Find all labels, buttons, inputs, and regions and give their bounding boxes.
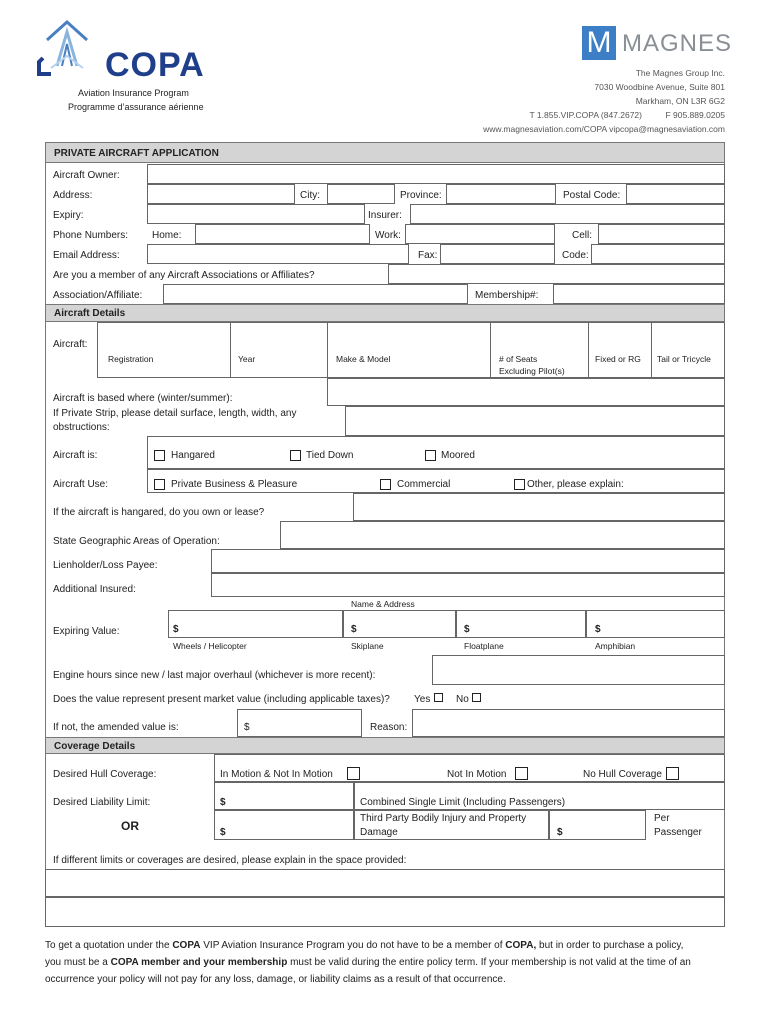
- expiring-floatplane-field[interactable]: [456, 610, 586, 638]
- home-phone-field[interactable]: [195, 224, 370, 244]
- footer-note: [45, 937, 725, 988]
- col-seats: # of Seats: [499, 354, 538, 364]
- expiry-label: Expiry:: [53, 210, 84, 221]
- member-answer-field[interactable]: [388, 264, 725, 284]
- per-passenger-dollar: $: [557, 827, 563, 838]
- reason-field[interactable]: [412, 709, 725, 737]
- dollar-sign: $: [173, 624, 179, 635]
- passenger-label: Passenger: [654, 827, 702, 838]
- no-hull-label: No Hull Coverage: [583, 769, 662, 780]
- liability-dollar: $: [220, 797, 226, 808]
- expiry-field[interactable]: [147, 204, 365, 224]
- home-label: Home:: [152, 230, 182, 241]
- association-label: Association/Affiliate:: [53, 290, 143, 301]
- amended-value-label: If not, the amended value is:: [53, 722, 179, 733]
- not-in-motion-checkbox[interactable]: [515, 767, 528, 780]
- dollar-sign: $: [351, 624, 357, 635]
- amphibian-caption: Amphibian: [595, 641, 636, 651]
- aircraft-label: Aircraft:: [53, 339, 88, 350]
- aircraft-col-divider: [651, 322, 652, 378]
- moored-label: Moored: [441, 450, 475, 461]
- postal-label: Postal Code:: [563, 190, 621, 201]
- col-seats-sub: Excluding Pilot(s): [499, 366, 565, 376]
- name-address-caption: Name & Address: [351, 599, 415, 609]
- code-label: Code:: [562, 250, 589, 261]
- engine-hours-label: Engine hours since new / last major overhaul (whichever is more recent):: [53, 670, 376, 681]
- private-checkbox[interactable]: [154, 479, 165, 490]
- copa-tagline-en: Aviation Insurance Program: [78, 88, 189, 98]
- coverage-details-heading: Coverage Details: [45, 737, 725, 754]
- amended-value-field[interactable]: [237, 709, 362, 737]
- magnes-wordmark: MAGNES: [622, 30, 733, 57]
- fax-label: Fax:: [418, 250, 438, 261]
- aircraft-is-row: [147, 436, 725, 469]
- member-question: Are you a member of any Aircraft Associations or Affiliates?: [53, 270, 315, 281]
- tied-down-checkbox[interactable]: [290, 450, 301, 461]
- footer-line-3: occurrence your policy will not pay for any loss, damage, or liability claims as a result of that occurrence.: [45, 974, 506, 985]
- expiring-value-label: Expiring Value:: [53, 626, 120, 637]
- col-registration: Registration: [108, 354, 154, 364]
- col-year: Year: [238, 354, 256, 364]
- own-lease-field[interactable]: [353, 493, 725, 521]
- lien-field[interactable]: [211, 549, 725, 573]
- postal-field[interactable]: [626, 184, 725, 204]
- col-fixed-rg: Fixed or RG: [595, 354, 641, 364]
- aircraft-is-label: Aircraft is:: [53, 450, 98, 461]
- association-field[interactable]: [163, 284, 468, 304]
- aircraft-col-divider: [327, 322, 328, 378]
- magnes-web: www.magnesaviation.com/COPA vipcopa@magnesaviation.com: [483, 124, 725, 134]
- email-field[interactable]: [147, 244, 409, 264]
- floatplane-caption: Floatplane: [464, 641, 504, 651]
- based-label: Aircraft is based where (winter/summer):: [53, 393, 233, 404]
- tpbi-label-1: Third Party Bodily Injury and Property: [360, 813, 527, 824]
- magnes-logo: [582, 26, 733, 62]
- copa-emblem-icon: [35, 18, 115, 88]
- based-field[interactable]: [327, 378, 725, 406]
- strip-label-1: If Private Strip, please detail surface, length, width, any: [53, 408, 297, 419]
- lien-label: Lienholder/Loss Payee:: [53, 560, 158, 571]
- skiplane-caption: Skiplane: [351, 641, 384, 651]
- other-use-checkbox[interactable]: [514, 479, 525, 490]
- copa-wordmark: COPA: [105, 46, 205, 84]
- no-checkbox[interactable]: [472, 693, 481, 702]
- magnes-fax: F 905.889.0205: [665, 110, 725, 120]
- owner-label: Aircraft Owner:: [53, 170, 120, 181]
- col-tail-tricycle: Tail or Tricycle: [657, 354, 711, 364]
- aircraft-col-divider: [230, 322, 231, 378]
- phones-label: Phone Numbers:: [53, 230, 129, 241]
- tied-down-label: Tied Down: [306, 450, 354, 461]
- csl-label: Combined Single Limit (Including Passengers): [360, 797, 566, 808]
- tpbi-label-2: Damage: [360, 827, 398, 838]
- liability-csl-amount[interactable]: [214, 782, 354, 810]
- work-phone-field[interactable]: [405, 224, 555, 244]
- strip-field[interactable]: [345, 406, 725, 436]
- city-label: City:: [300, 190, 320, 201]
- explain-line-1[interactable]: [45, 869, 725, 897]
- geo-field[interactable]: [280, 521, 725, 549]
- expiring-amphibian-field[interactable]: [586, 610, 725, 638]
- yes-checkbox[interactable]: [434, 693, 443, 702]
- province-field[interactable]: [446, 184, 556, 204]
- application-title: PRIVATE AIRCRAFT APPLICATION: [45, 142, 725, 163]
- no-label: No: [456, 694, 469, 705]
- liability-limit-label: Desired Liability Limit:: [53, 797, 151, 808]
- work-label: Work:: [375, 230, 401, 241]
- expiring-wheels-field[interactable]: [168, 610, 343, 638]
- moored-checkbox[interactable]: [425, 450, 436, 461]
- footer-line-2: you must be a COPA member and your membership must be valid during the entire policy term. If your membership is not valid at the time of an: [45, 957, 691, 968]
- col-make-model: Make & Model: [336, 354, 391, 364]
- dollar-sign: $: [595, 624, 601, 635]
- amended-dollar: $: [244, 722, 250, 733]
- no-hull-checkbox[interactable]: [666, 767, 679, 780]
- strip-label-2: obstructions:: [53, 422, 110, 433]
- or-label: OR: [121, 819, 139, 833]
- geo-label: State Geographic Areas of Operation:: [53, 536, 220, 547]
- wheels-caption: Wheels / Helicopter: [173, 641, 247, 651]
- aircraft-col-divider: [490, 322, 491, 378]
- magnes-company: The Magnes Group Inc.: [635, 68, 725, 78]
- footer-line-1: To get a quotation under the COPA VIP Aviation Insurance Program you do not have to be a member of COPA, but in order to purchase a policy,: [45, 940, 684, 951]
- commercial-checkbox[interactable]: [380, 479, 391, 490]
- address-label: Address:: [53, 190, 93, 201]
- hull-coverage-label: Desired Hull Coverage:: [53, 769, 157, 780]
- magnes-phone: T 1.855.VIP.COPA (847.2672): [529, 110, 642, 120]
- commercial-label: Commercial: [397, 479, 451, 490]
- aircraft-table: [97, 322, 725, 378]
- tpbi-amount[interactable]: [214, 810, 354, 840]
- in-motion-label: In Motion & Not In Motion: [220, 769, 333, 780]
- other-use-label: Other, please explain:: [527, 479, 624, 490]
- code-field[interactable]: [591, 244, 725, 264]
- insurer-label: Insurer:: [368, 210, 402, 221]
- aircraft-use-label: Aircraft Use:: [53, 479, 109, 490]
- hangared-checkbox[interactable]: [154, 450, 165, 461]
- owner-field[interactable]: [147, 164, 725, 184]
- city-field[interactable]: [327, 184, 395, 204]
- aircraft-details-heading: Aircraft Details: [45, 304, 725, 322]
- membership-label: Membership#:: [475, 290, 539, 301]
- magnes-address2: Markham, ON L3R 6G2: [635, 96, 725, 106]
- cell-label: Cell:: [572, 230, 593, 241]
- address-field[interactable]: [147, 184, 295, 204]
- explain-line-2[interactable]: [45, 897, 725, 927]
- membership-field[interactable]: [553, 284, 725, 304]
- private-label: Private Business & Pleasure: [171, 479, 298, 490]
- market-value-question: Does the value represent present market value (including applicable taxes)?: [53, 694, 390, 705]
- copa-logo: [35, 18, 215, 88]
- hangared-label: Hangared: [171, 450, 215, 461]
- magnes-address1: 7030 Woodbine Avenue, Suite 801: [594, 82, 725, 92]
- yes-label: Yes: [414, 694, 431, 705]
- additional-label: Additional Insured:: [53, 584, 136, 595]
- reason-label: Reason:: [370, 722, 408, 733]
- magnes-m-icon: M: [582, 26, 616, 60]
- province-label: Province:: [400, 190, 442, 201]
- expiring-skiplane-field[interactable]: [343, 610, 456, 638]
- dollar-sign: $: [464, 624, 470, 635]
- email-label: Email Address:: [53, 250, 120, 261]
- per-passenger-amount[interactable]: [549, 810, 646, 840]
- insurer-field[interactable]: [410, 204, 725, 224]
- additional-field[interactable]: [211, 573, 725, 597]
- cell-phone-field[interactable]: [598, 224, 725, 244]
- tpbi-dollar: $: [220, 827, 226, 838]
- in-motion-checkbox[interactable]: [347, 767, 360, 780]
- fax-field[interactable]: [440, 244, 555, 264]
- own-lease-label: If the aircraft is hangared, do you own or lease?: [53, 507, 265, 518]
- copa-tagline-fr: Programme d’assurance aérienne: [68, 102, 204, 112]
- per-label: Per: [654, 813, 670, 824]
- different-limits-label: If different limits or coverages are desired, please explain in the space provided:: [53, 855, 407, 866]
- not-in-motion-label: Not In Motion: [447, 769, 507, 780]
- engine-hours-field[interactable]: [432, 655, 725, 685]
- aircraft-col-divider: [588, 322, 589, 378]
